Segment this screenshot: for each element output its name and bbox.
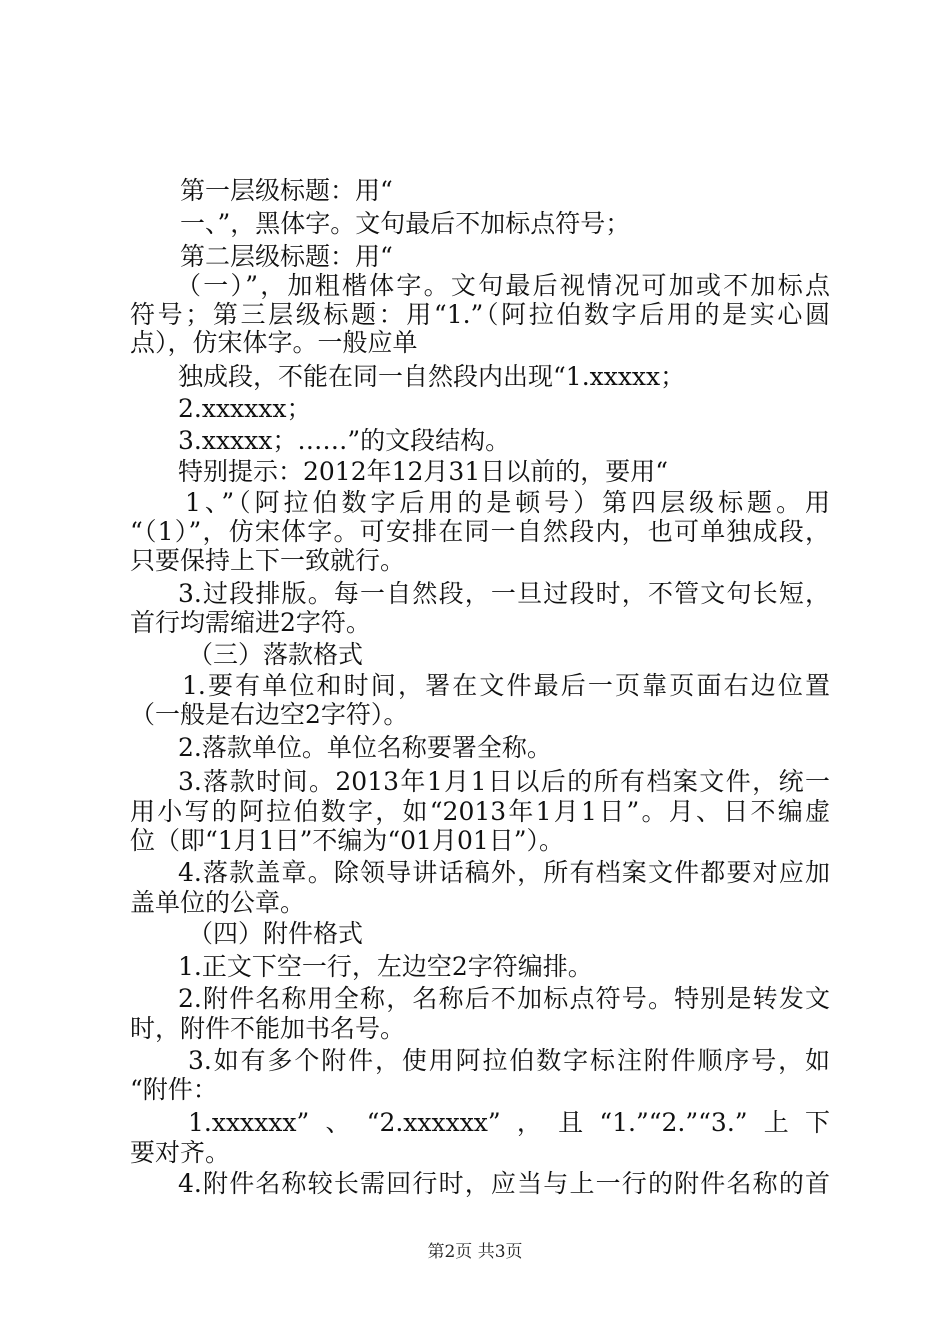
text-line: 时，附件不能加书名号。 [130, 1014, 406, 1043]
text-line: 1.要有单位和时间，署在文件最后一页靠页面右边位置 [182, 671, 830, 700]
text-line: 1、”（阿拉伯数字后用的是顿号）第四层级标题。用 [185, 488, 830, 517]
text-line: 3.如有多个附件，使用阿拉伯数字标注附件顺序号，如 [188, 1046, 830, 1075]
section-heading: （四）附件格式 [188, 919, 364, 948]
text-line: 特别提示：2012年12月31日以前的，要用“ [178, 457, 669, 486]
text-line: 用小写的阿拉伯数字，如“2013年1月1日”。月、日不编虚 [130, 797, 830, 826]
text-line: 3.过段排版。每一自然段，一旦过段时，不管文句长短， [178, 579, 830, 608]
text-line: 盖单位的公章。 [130, 888, 306, 917]
text-line: 只要保持上下一致就行。 [130, 546, 406, 575]
text-line: “附件： [130, 1075, 218, 1104]
text-line: 点），仿宋体字。一般应单 [130, 328, 418, 357]
text-line: 独成段，不能在同一自然段内出现“1.xxxxx； [178, 362, 686, 391]
text-line: 3.xxxxx；……”的文段结构。 [178, 426, 511, 455]
text-line: 一、”，黑体字。文句最后不加标点符号； [180, 209, 631, 238]
text-line: 要对齐。 [130, 1138, 231, 1167]
text-line: “（1）”，仿宋体字。可安排在同一自然段内，也可单独成段， [130, 517, 830, 546]
text-line: 3.落款时间。2013年1月1日以后的所有档案文件，统一 [178, 767, 830, 796]
text-line: 4.附件名称较长需回行时，应当与上一行的附件名称的首 [178, 1169, 830, 1198]
text-line: 2.落款单位。单位名称要署全称。 [178, 733, 552, 762]
text-line: 2.xxxxxx； [178, 394, 312, 423]
text-line: 1.xxxxxx”、“2.xxxxxx”，且“1.”“2.”“3.”上下 [188, 1108, 830, 1137]
text-line: （一般是右边空2字符）。 [130, 700, 409, 729]
text-line: 2.附件名称用全称，名称后不加标点符号。特别是转发文 [178, 984, 830, 1013]
text-line: 首行均需缩进2字符。 [130, 608, 371, 637]
text-line: 第二层级标题：用“ [180, 242, 393, 271]
page-footer: 第2页 共3页 [427, 1242, 523, 1262]
text-line: 第一层级标题：用“ [180, 176, 393, 205]
text-line: 4.落款盖章。除领导讲话稿外，所有档案文件都要对应加 [178, 858, 830, 887]
text-line: 1.正文下空一行，左边空2字符编排。 [178, 952, 593, 981]
text-line: 位（即“1月1日”不编为“01月01日”）。 [130, 826, 565, 855]
section-heading: （三）落款格式 [188, 640, 364, 669]
text-line: （一）”，加粗楷体字。文句最后视情况可加或不加标点 [176, 271, 830, 300]
text-line: 符号；第三层级标题：用“1.”（阿拉伯数字后用的是实心圆 [130, 300, 830, 329]
